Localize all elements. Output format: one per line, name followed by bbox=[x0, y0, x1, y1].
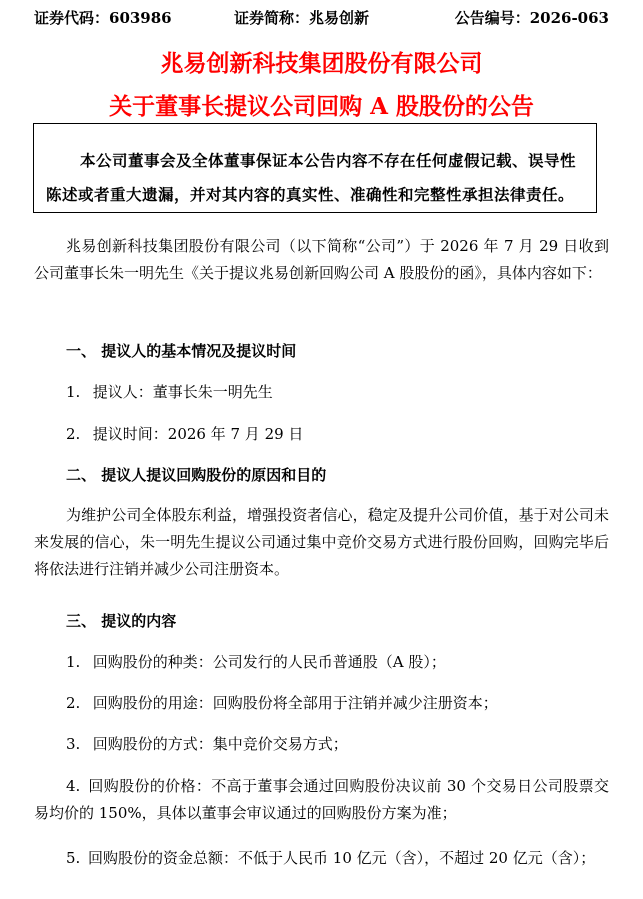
section-1-item-2 bbox=[34, 421, 609, 448]
stock-abbreviation: 证券简称：兆易创新 bbox=[234, 9, 370, 27]
item-number: 2. bbox=[66, 694, 81, 712]
item-text: 提议人：董事长朱一明先生 bbox=[92, 383, 273, 401]
stock-code: 证券代码：603986 bbox=[34, 9, 172, 27]
announcement-number: 公告编号：2026-063 bbox=[454, 9, 609, 27]
section-3-item-3 bbox=[34, 731, 609, 758]
section-1-heading: 一、 提议人的基本情况及提议时间 bbox=[66, 342, 297, 360]
item-number: 3. bbox=[66, 735, 81, 753]
section-3-item-4 bbox=[34, 773, 609, 827]
item-text: 回购股份的方式：集中竞价交易方式； bbox=[92, 735, 348, 753]
intro-paragraph: 兆易创新科技集团股份有限公司（以下简称“公司”）于 2026 年 7 月 29 日收到公司董事长朱一明先生《关于提议兆易创新回购公司 A 股股份的函》，具体内容如下： bbox=[34, 237, 609, 282]
section-3-item-1 bbox=[34, 649, 609, 676]
item-number: 2. bbox=[66, 425, 81, 443]
section-2-heading: 二、 提议人提议回购股份的原因和目的 bbox=[66, 466, 327, 484]
item-number: 5. bbox=[66, 849, 81, 867]
board-statement-text: 本公司董事会及全体董事保证本公告内容不存在任何虚假记载、误导性陈述或者重大遗漏，并对其内容的真实性、准确性和完整性承担法律责任。 bbox=[46, 151, 577, 204]
announcement-title: 关于董事长提议公司回购 A 股股份的公告 bbox=[109, 93, 534, 120]
item-text: 提议时间：2026 年 7 月 29 日 bbox=[92, 425, 304, 443]
item-text: 回购股份的用途：回购股份将全部用于注销并减少注册资本； bbox=[92, 694, 498, 712]
item-text: 回购股份的资金总额：不低于人民币 10 亿元（含），不超过 20 亿元（含）； bbox=[88, 849, 596, 867]
announcement-header bbox=[34, 7, 609, 29]
board-statement-box bbox=[33, 123, 597, 213]
item-number: 1. bbox=[66, 653, 81, 671]
item-number: 1. bbox=[66, 383, 81, 401]
section-1-item-1 bbox=[34, 379, 609, 406]
item-text: 回购股份的价格：不高于董事会通过回购股份决议前 30 个交易日公司股票交易均价的 150%，具体以董事会审议通过的回购股份方案为准； bbox=[34, 777, 609, 822]
section-3-heading: 三、 提议的内容 bbox=[66, 612, 177, 630]
item-text: 回购股份的种类：公司发行的人民币普通股（A 股）； bbox=[92, 653, 446, 671]
section-3-item-5 bbox=[34, 845, 609, 872]
item-number: 4. bbox=[66, 777, 81, 795]
section-3-item-2 bbox=[34, 690, 609, 717]
section-2-paragraph: 为维护公司全体股东利益，增强投资者信心，稳定及提升公司价值，基于对公司未来发展的信心，朱一明先生提议公司通过集中竞价交易方式进行股份回购，回购完毕后将依法进行注销并减少公司注册资本。 bbox=[34, 506, 609, 578]
company-title: 兆易创新科技集团股份有限公司 bbox=[160, 50, 483, 77]
